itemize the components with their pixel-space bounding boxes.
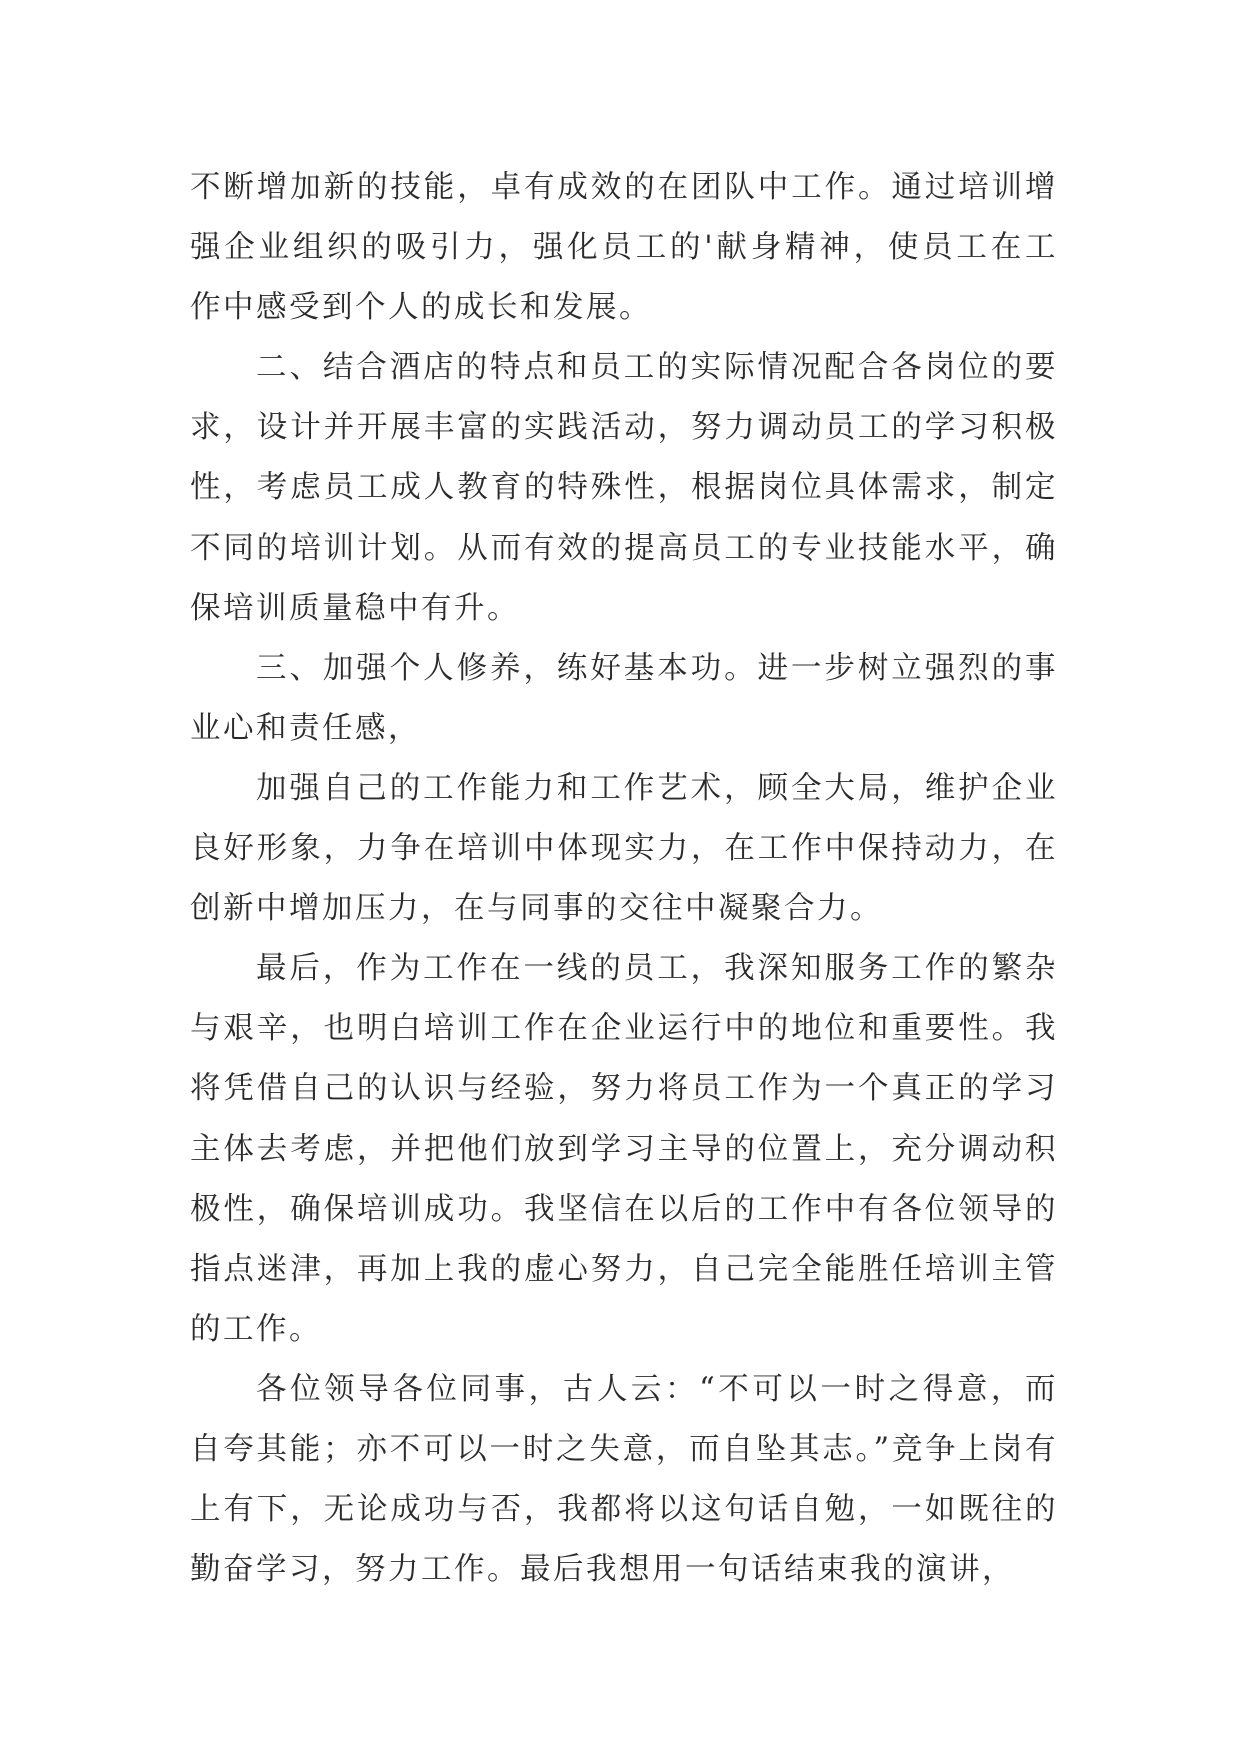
document-body [190, 158, 1058, 1600]
paragraph-1: 不断增加新的技能，卓有成效的在团队中工作。通过培训增强企业组织的吸引力，强化员工的'献身精神，使员工在工作中感受到个人的成长和发展。 [190, 170, 1058, 326]
paragraph-2: 二、结合酒店的特点和员工的实际情况配合各岗位的要求，设计并开展丰富的实践活动，努力调动员工的学习积极性，考虑员工成人教育的特殊性，根据岗位具体需求，制定不同的培训计划。从而有效的提高员工的专业技能水平，确保培训质量稳中有升。 [190, 350, 1058, 626]
paragraph-4: 加强自己的工作能力和工作艺术，顾全大局，维护企业良好形象，力争在培训中体现实力，在工作中保持动力，在创新中增加压力，在与同事的交往中凝聚合力。 [190, 770, 1058, 927]
paragraph-3: 三、加强个人修养，练好基本功。进一步树立强烈的事业心和责任感， [190, 650, 1058, 746]
paragraph-5: 最后，作为工作在一线的员工，我深知服务工作的繁杂与艰辛，也明白培训工作在企业运行中的地位和重要性。我将凭借自己的认识与经验，努力将员工作为一个真正的学习主体去考虑，并把他们放到学习主导的位置上，充分调动积极性，确保培训成功。我坚信在以后的工作中有各位领导的指点迷津，再加上我的虚心努力，自己完全能胜任培训主管的工作。 [190, 951, 1058, 1347]
paragraph-6: 各位领导各位同事，古人云：“不可以一时之得意，而自夸其能；亦不可以一时之失意，而自坠其志。”竞争上岗有上有下，无论成功与否，我都将以这句话自勉，一如既往的勤奋学习，努力工作。最后我想用一句话结束我的演讲， [190, 1371, 1058, 1588]
